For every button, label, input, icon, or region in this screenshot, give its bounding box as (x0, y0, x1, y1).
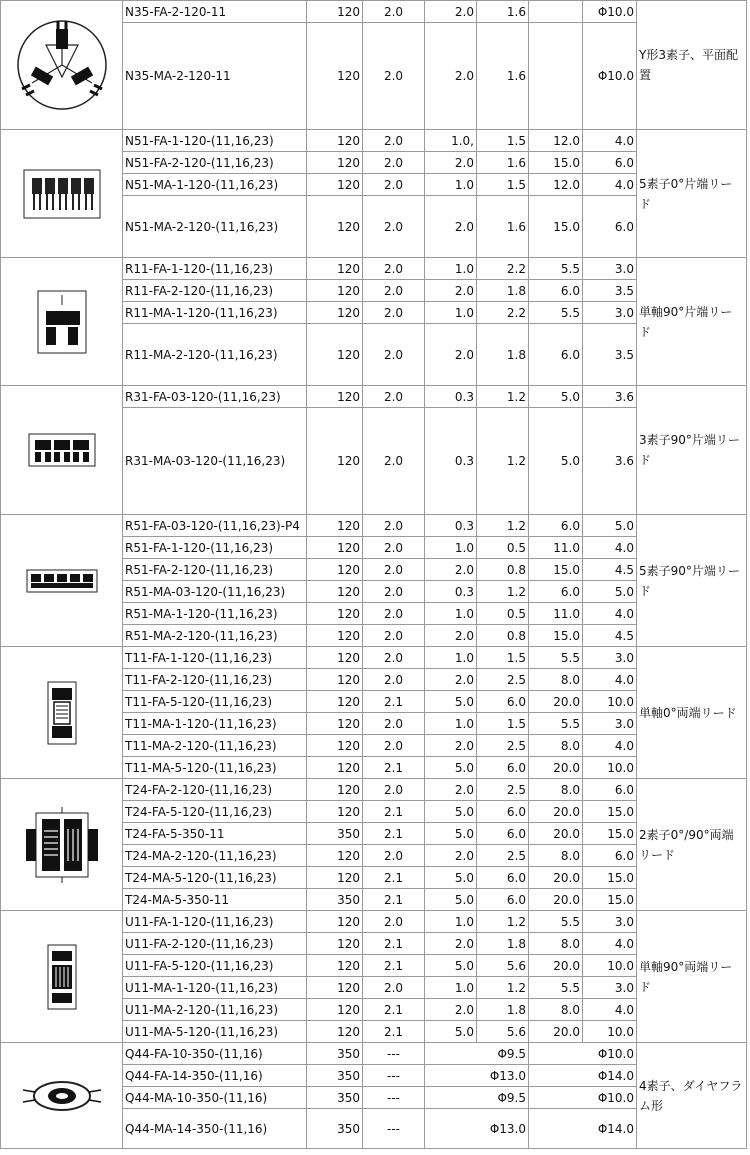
gauge-factor: 2.0 (363, 174, 425, 196)
grid-width: 1.8 (477, 933, 529, 955)
model-number: R11-FA-2-120-(11,16,23) (123, 280, 307, 302)
gauge-description: 5素子0°片端リード (637, 130, 747, 258)
model-number: U11-MA-5-120-(11,16,23) (123, 1021, 307, 1043)
grid-length: 5.0 (425, 867, 477, 889)
y-rosette-gauge-icon (1, 1, 123, 130)
resistance-value: 120 (307, 757, 363, 779)
grid-width: 6.0 (477, 691, 529, 713)
grid-length: 2.0 (425, 999, 477, 1021)
grid-length: 1.0 (425, 713, 477, 735)
base-width: 10.0 (583, 691, 637, 713)
grid-length: 1.0 (425, 174, 477, 196)
base-length: 6.0 (529, 581, 583, 603)
grid-length: 2.0 (425, 559, 477, 581)
model-number: T11-MA-5-120-(11,16,23) (123, 757, 307, 779)
grid-size: Φ13.0 (425, 1065, 529, 1087)
base-size: Φ14.0 (529, 1065, 637, 1087)
base-length: 20.0 (529, 757, 583, 779)
base-length: 6.0 (529, 324, 583, 386)
base-length: 5.0 (529, 386, 583, 408)
gauge-factor: 2.0 (363, 23, 425, 130)
grid-width: 1.2 (477, 515, 529, 537)
model-number: N51-FA-1-120-(11,16,23) (123, 130, 307, 152)
base-length: 5.5 (529, 647, 583, 669)
resistance-value: 120 (307, 23, 363, 130)
model-number: U11-MA-1-120-(11,16,23) (123, 977, 307, 999)
grid-width: 6.0 (477, 823, 529, 845)
gauge-factor: 2.0 (363, 735, 425, 757)
resistance-value: 350 (307, 1043, 363, 1065)
gauge-description: 単軸90°片端リード (637, 258, 747, 386)
model-number: Q44-FA-10-350-(11,16) (123, 1043, 307, 1065)
resistance-value: 350 (307, 823, 363, 845)
table-row (1, 779, 747, 801)
resistance-value: 350 (307, 1065, 363, 1087)
resistance-value: 120 (307, 801, 363, 823)
base-length: 5.5 (529, 911, 583, 933)
grid-width: 1.8 (477, 324, 529, 386)
gauge-description: 単軸0°両端リード (637, 647, 747, 779)
grid-length: 2.0 (425, 779, 477, 801)
grid-width: 2.5 (477, 669, 529, 691)
model-number: R11-FA-1-120-(11,16,23) (123, 258, 307, 280)
base-length: 8.0 (529, 779, 583, 801)
grid-width: 1.6 (477, 152, 529, 174)
base-width: 3.0 (583, 977, 637, 999)
base-width: 4.0 (583, 130, 637, 152)
grid-length: 1.0 (425, 911, 477, 933)
model-number: Q44-FA-14-350-(11,16) (123, 1065, 307, 1087)
gauge-description: 2素子0°/90°両端リード (637, 779, 747, 911)
gauge-factor: 2.1 (363, 801, 425, 823)
single-axis-0-double-lead-gauge-icon (1, 647, 123, 779)
resistance-value: 120 (307, 1021, 363, 1043)
model-number: R31-FA-03-120-(11,16,23) (123, 386, 307, 408)
model-number: N51-FA-2-120-(11,16,23) (123, 152, 307, 174)
base-width: 3.0 (583, 302, 637, 324)
grid-length: 1.0 (425, 258, 477, 280)
grid-width: 1.2 (477, 977, 529, 999)
resistance-value: 120 (307, 713, 363, 735)
base-size: Φ10.0 (529, 1043, 637, 1065)
base-width: 4.5 (583, 559, 637, 581)
resistance-value: 120 (307, 603, 363, 625)
grid-length: 2.0 (425, 23, 477, 130)
grid-length: 5.0 (425, 1021, 477, 1043)
gauge-factor: 2.0 (363, 130, 425, 152)
grid-width: 6.0 (477, 867, 529, 889)
grid-width: 0.5 (477, 537, 529, 559)
gauge-factor: 2.0 (363, 515, 425, 537)
resistance-value: 120 (307, 537, 363, 559)
base-length: 5.5 (529, 258, 583, 280)
resistance-value: 120 (307, 196, 363, 258)
five-element-gauge-icon (1, 130, 123, 258)
gauge-factor: 2.0 (363, 647, 425, 669)
gauge-factor: --- (363, 1087, 425, 1109)
base-width: 3.0 (583, 911, 637, 933)
gauge-factor: 2.0 (363, 537, 425, 559)
base-width: 5.0 (583, 515, 637, 537)
base-width: 4.0 (583, 174, 637, 196)
grid-length: 1.0, (425, 130, 477, 152)
gauge-factor: 2.0 (363, 581, 425, 603)
grid-length: 1.0 (425, 603, 477, 625)
grid-length: 2.0 (425, 625, 477, 647)
table-row (1, 515, 747, 537)
base-length: 20.0 (529, 867, 583, 889)
grid-width: 2.5 (477, 735, 529, 757)
model-number: U11-FA-5-120-(11,16,23) (123, 955, 307, 977)
gauge-factor: 2.0 (363, 911, 425, 933)
gauge-factor: 2.0 (363, 625, 425, 647)
grid-width: 2.5 (477, 845, 529, 867)
grid-length: 0.3 (425, 408, 477, 515)
gauge-factor: 2.0 (363, 845, 425, 867)
base-size: Φ10.0 (529, 1087, 637, 1109)
base-width: 15.0 (583, 889, 637, 911)
base-width: 3.6 (583, 408, 637, 515)
base-length: 12.0 (529, 174, 583, 196)
model-number: R51-MA-03-120-(11,16,23) (123, 581, 307, 603)
single-axis-90-gauge-icon (1, 258, 123, 386)
grid-length: 2.0 (425, 280, 477, 302)
grid-size: Φ13.0 (425, 1109, 529, 1149)
base-length: 11.0 (529, 603, 583, 625)
model-number: T24-MA-5-120-(11,16,23) (123, 867, 307, 889)
grid-length: 5.0 (425, 889, 477, 911)
grid-length: 2.0 (425, 152, 477, 174)
base-length: 15.0 (529, 559, 583, 581)
gauge-factor: 2.0 (363, 559, 425, 581)
base-length: 5.5 (529, 713, 583, 735)
model-number: N51-MA-2-120-(11,16,23) (123, 196, 307, 258)
model-number: T11-FA-2-120-(11,16,23) (123, 669, 307, 691)
base-width: 4.0 (583, 669, 637, 691)
model-number: Q44-MA-10-350-(11,16) (123, 1087, 307, 1109)
gauge-factor: 2.0 (363, 258, 425, 280)
model-number: R31-MA-03-120-(11,16,23) (123, 408, 307, 515)
gauge-factor: 2.0 (363, 196, 425, 258)
base-length: 8.0 (529, 845, 583, 867)
model-number: R51-MA-1-120-(11,16,23) (123, 603, 307, 625)
resistance-value: 120 (307, 999, 363, 1021)
base-length: 15.0 (529, 196, 583, 258)
base-width: 4.0 (583, 603, 637, 625)
model-number: T24-FA-5-350-11 (123, 823, 307, 845)
grid-width: 1.8 (477, 280, 529, 302)
gauge-description: 4素子、ダイヤフラム形 (637, 1043, 747, 1149)
grid-length: 1.0 (425, 537, 477, 559)
grid-length: 0.3 (425, 581, 477, 603)
gauge-factor: 2.1 (363, 1021, 425, 1043)
model-number: R51-FA-2-120-(11,16,23) (123, 559, 307, 581)
base-width: Φ10.0 (583, 23, 637, 130)
base-length (529, 23, 583, 130)
gauge-factor: --- (363, 1065, 425, 1087)
model-number: N35-FA-2-120-11 (123, 1, 307, 23)
grid-length: 2.0 (425, 1, 477, 23)
diaphragm-gauge-icon (1, 1043, 123, 1149)
gauge-factor: 2.0 (363, 324, 425, 386)
grid-width: 6.0 (477, 889, 529, 911)
grid-width: 1.5 (477, 713, 529, 735)
table-row (1, 1043, 747, 1065)
gauge-factor: 2.0 (363, 669, 425, 691)
resistance-value: 120 (307, 647, 363, 669)
grid-width: 2.2 (477, 302, 529, 324)
grid-length: 2.0 (425, 735, 477, 757)
base-width: 4.5 (583, 625, 637, 647)
base-width: 6.0 (583, 779, 637, 801)
gauge-factor: 2.0 (363, 280, 425, 302)
model-number: Q44-MA-14-350-(11,16) (123, 1109, 307, 1149)
base-length: 15.0 (529, 152, 583, 174)
gauge-description: Y形3素子、平面配置 (637, 1, 747, 130)
base-length: 12.0 (529, 130, 583, 152)
resistance-value: 120 (307, 691, 363, 713)
resistance-value: 120 (307, 867, 363, 889)
table-row (1, 911, 747, 933)
model-number: R51-MA-2-120-(11,16,23) (123, 625, 307, 647)
base-width: 10.0 (583, 1021, 637, 1043)
grid-length: 0.3 (425, 515, 477, 537)
resistance-value: 350 (307, 889, 363, 911)
resistance-value: 350 (307, 1109, 363, 1149)
model-number: R11-MA-1-120-(11,16,23) (123, 302, 307, 324)
resistance-value: 120 (307, 280, 363, 302)
gauge-factor: 2.0 (363, 386, 425, 408)
base-width: 3.0 (583, 647, 637, 669)
table-row (1, 386, 747, 408)
resistance-value: 120 (307, 955, 363, 977)
resistance-value: 120 (307, 669, 363, 691)
model-number: T11-FA-5-120-(11,16,23) (123, 691, 307, 713)
resistance-value: 120 (307, 559, 363, 581)
grid-length: 1.0 (425, 647, 477, 669)
gauge-factor: 2.0 (363, 152, 425, 174)
grid-width: 1.2 (477, 581, 529, 603)
resistance-value: 120 (307, 933, 363, 955)
grid-width: 1.6 (477, 23, 529, 130)
model-number: T24-MA-5-350-11 (123, 889, 307, 911)
resistance-value: 120 (307, 302, 363, 324)
grid-length: 1.0 (425, 977, 477, 999)
model-number: N35-MA-2-120-11 (123, 23, 307, 130)
model-number: R51-FA-1-120-(11,16,23) (123, 537, 307, 559)
resistance-value: 120 (307, 911, 363, 933)
resistance-value: 120 (307, 324, 363, 386)
grid-width: 1.5 (477, 130, 529, 152)
grid-length: 5.0 (425, 691, 477, 713)
base-width: 15.0 (583, 823, 637, 845)
table-row (1, 647, 747, 669)
base-length: 8.0 (529, 669, 583, 691)
grid-width: 0.8 (477, 559, 529, 581)
resistance-value: 120 (307, 408, 363, 515)
grid-length: 5.0 (425, 955, 477, 977)
base-width: 6.0 (583, 196, 637, 258)
base-length: 20.0 (529, 889, 583, 911)
resistance-value: 120 (307, 625, 363, 647)
grid-length: 2.0 (425, 845, 477, 867)
three-element-90-gauge-icon (1, 386, 123, 515)
base-length: 20.0 (529, 1021, 583, 1043)
base-length: 11.0 (529, 537, 583, 559)
base-width: 3.6 (583, 386, 637, 408)
two-element-0-90-gauge-icon (1, 779, 123, 911)
resistance-value: 120 (307, 152, 363, 174)
base-width: 10.0 (583, 955, 637, 977)
gauge-factor: 2.1 (363, 823, 425, 845)
model-number: R51-FA-03-120-(11,16,23)-P4 (123, 515, 307, 537)
base-width: 6.0 (583, 152, 637, 174)
model-number: N51-MA-1-120-(11,16,23) (123, 174, 307, 196)
base-length: 8.0 (529, 999, 583, 1021)
gauge-factor: 2.0 (363, 977, 425, 999)
grid-length: 5.0 (425, 801, 477, 823)
gauge-factor: 2.1 (363, 999, 425, 1021)
grid-width: 1.6 (477, 196, 529, 258)
model-number: U11-FA-1-120-(11,16,23) (123, 911, 307, 933)
grid-width: 0.8 (477, 625, 529, 647)
model-number: U11-MA-2-120-(11,16,23) (123, 999, 307, 1021)
gauge-factor: 2.0 (363, 408, 425, 515)
gauge-factor: --- (363, 1109, 425, 1149)
grid-width: 1.5 (477, 647, 529, 669)
resistance-value: 120 (307, 386, 363, 408)
base-length: 20.0 (529, 823, 583, 845)
grid-length: 2.0 (425, 196, 477, 258)
gauge-factor: 2.0 (363, 302, 425, 324)
resistance-value: 120 (307, 581, 363, 603)
base-width: 3.5 (583, 280, 637, 302)
base-width: 6.0 (583, 845, 637, 867)
gauge-factor: 2.0 (363, 603, 425, 625)
base-width: 3.0 (583, 258, 637, 280)
resistance-value: 120 (307, 515, 363, 537)
gauge-factor: 2.0 (363, 713, 425, 735)
grid-width: 6.0 (477, 757, 529, 779)
grid-length: 2.0 (425, 324, 477, 386)
grid-width: 5.6 (477, 1021, 529, 1043)
grid-width: 1.8 (477, 999, 529, 1021)
table-row (1, 258, 747, 280)
resistance-value: 120 (307, 174, 363, 196)
base-width: 10.0 (583, 757, 637, 779)
gauge-factor: 2.1 (363, 933, 425, 955)
table-row (1, 1, 747, 23)
gauge-description: 5素子90°片端リード (637, 515, 747, 647)
gauge-factor: 2.1 (363, 757, 425, 779)
table-row (1, 130, 747, 152)
base-length: 6.0 (529, 515, 583, 537)
base-length: 20.0 (529, 801, 583, 823)
base-width: Φ10.0 (583, 1, 637, 23)
base-length: 8.0 (529, 933, 583, 955)
gauge-factor: 2.1 (363, 867, 425, 889)
grid-length: 0.3 (425, 386, 477, 408)
base-width: 3.0 (583, 713, 637, 735)
resistance-value: 120 (307, 1, 363, 23)
model-number: T24-FA-5-120-(11,16,23) (123, 801, 307, 823)
resistance-value: 120 (307, 845, 363, 867)
base-width: 4.0 (583, 537, 637, 559)
base-width: 4.0 (583, 735, 637, 757)
model-number: R11-MA-2-120-(11,16,23) (123, 324, 307, 386)
base-length (529, 1, 583, 23)
base-length: 5.5 (529, 302, 583, 324)
model-number: T11-FA-1-120-(11,16,23) (123, 647, 307, 669)
base-length: 5.5 (529, 977, 583, 999)
grid-length: 1.0 (425, 302, 477, 324)
grid-width: 1.6 (477, 1, 529, 23)
model-number: T24-FA-2-120-(11,16,23) (123, 779, 307, 801)
single-axis-90-double-lead-gauge-icon (1, 911, 123, 1043)
resistance-value: 120 (307, 735, 363, 757)
grid-width: 1.2 (477, 386, 529, 408)
model-number: U11-FA-2-120-(11,16,23) (123, 933, 307, 955)
base-width: 4.0 (583, 999, 637, 1021)
grid-width: 0.5 (477, 603, 529, 625)
resistance-value: 120 (307, 779, 363, 801)
base-length: 15.0 (529, 625, 583, 647)
resistance-value: 120 (307, 258, 363, 280)
model-number: T11-MA-1-120-(11,16,23) (123, 713, 307, 735)
grid-length: 5.0 (425, 757, 477, 779)
grid-length: 5.0 (425, 823, 477, 845)
model-number: T24-MA-2-120-(11,16,23) (123, 845, 307, 867)
gauge-factor: 2.1 (363, 889, 425, 911)
base-length: 8.0 (529, 735, 583, 757)
grid-width: 1.2 (477, 408, 529, 515)
base-length: 5.0 (529, 408, 583, 515)
grid-width: 1.5 (477, 174, 529, 196)
five-element-90-gauge-icon (1, 515, 123, 647)
model-number: T11-MA-2-120-(11,16,23) (123, 735, 307, 757)
resistance-value: 120 (307, 130, 363, 152)
base-length: 20.0 (529, 955, 583, 977)
gauge-factor: 2.0 (363, 1, 425, 23)
resistance-value: 350 (307, 1087, 363, 1109)
grid-width: 2.5 (477, 779, 529, 801)
grid-width: 2.2 (477, 258, 529, 280)
resistance-value: 120 (307, 977, 363, 999)
gauge-description: 3素子90°片端リード (637, 386, 747, 515)
grid-width: 1.2 (477, 911, 529, 933)
grid-width: 5.6 (477, 955, 529, 977)
gauge-factor: 2.1 (363, 955, 425, 977)
base-length: 6.0 (529, 280, 583, 302)
gauge-description: 単軸90°両端リード (637, 911, 747, 1043)
base-size: Φ14.0 (529, 1109, 637, 1149)
grid-width: 6.0 (477, 801, 529, 823)
gauge-factor: 2.0 (363, 779, 425, 801)
base-width: 15.0 (583, 801, 637, 823)
base-width: 3.5 (583, 324, 637, 386)
grid-size: Φ9.5 (425, 1087, 529, 1109)
base-width: 15.0 (583, 867, 637, 889)
base-length: 20.0 (529, 691, 583, 713)
base-width: 5.0 (583, 581, 637, 603)
base-width: 4.0 (583, 933, 637, 955)
grid-size: Φ9.5 (425, 1043, 529, 1065)
gauge-factor: --- (363, 1043, 425, 1065)
gauge-factor: 2.1 (363, 691, 425, 713)
grid-length: 2.0 (425, 669, 477, 691)
grid-length: 2.0 (425, 933, 477, 955)
